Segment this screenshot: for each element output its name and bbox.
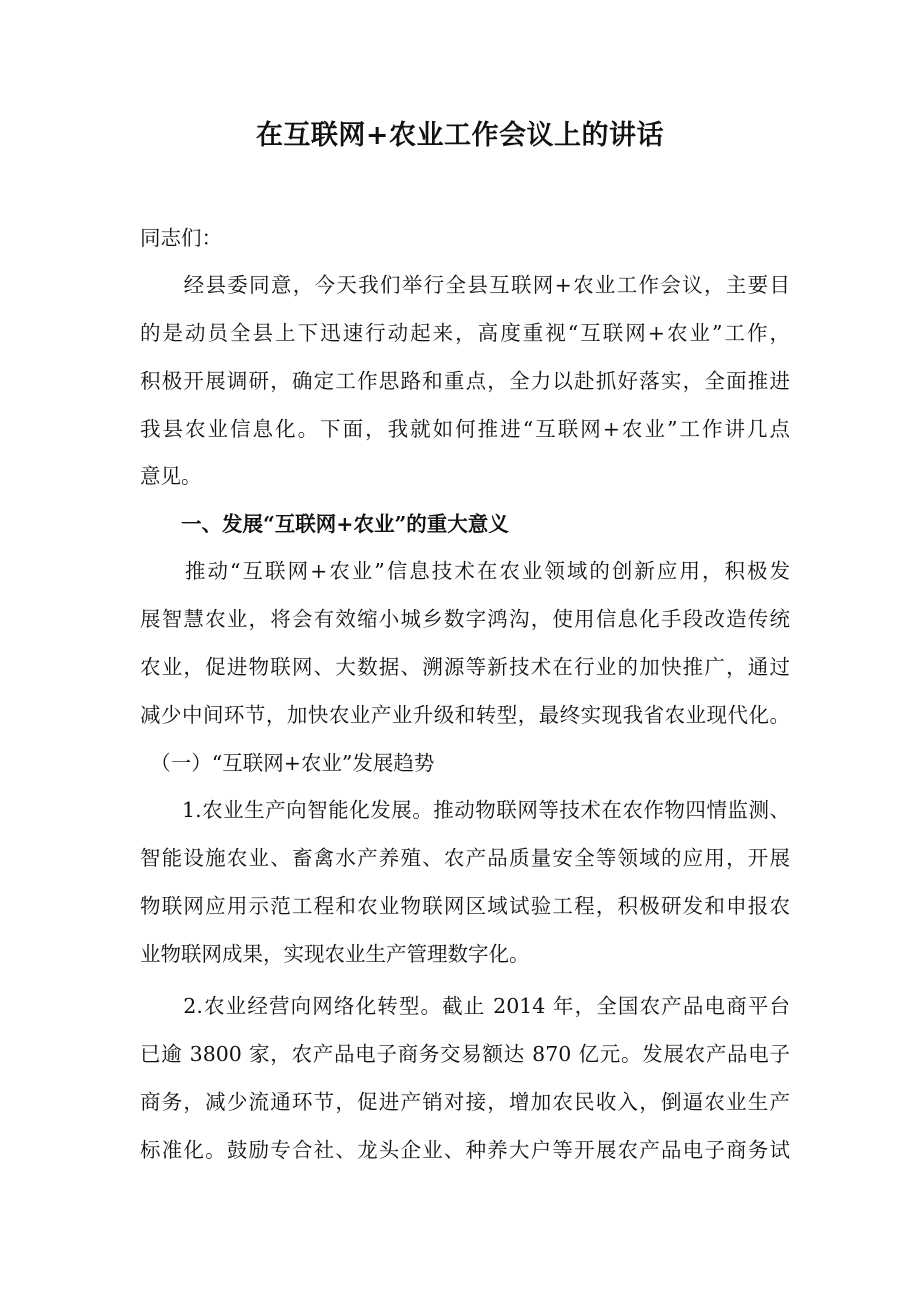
item-2-line: 2.农业经营向网络化转型。截止 2014 年，全国农产品电商平台 [140, 994, 790, 1018]
document-title: 在互联网+农业工作会议上的讲话 [255, 120, 665, 151]
subsection-heading: （一）“互联网+农业”发展趋势 [140, 751, 435, 775]
paragraph-line: 农业，促进物联网、大数据、溯源等新技术在行业的加快推广，通过 [140, 655, 790, 679]
intro-line: 我县农业信息化。下面，我就如何推进“互联网+农业”工作讲几点 [140, 417, 790, 441]
intro-line: 积极开展调研，确定工作思路和重点，全力以赴抓好落实，全面推进 [140, 369, 790, 393]
item-2-line: 标准化。鼓励专合社、龙头企业、种养大户等开展农产品电子商务试 [140, 1138, 790, 1162]
item-1-line: 1.农业生产向智能化发展。推动物联网等技术在农作物四情监测、 [140, 798, 790, 822]
intro-line: 意见。 [140, 464, 202, 488]
item-2-line: 已逾 3800 家，农产品电子商务交易额达 870 亿元。发展农产品电子 [140, 1042, 790, 1066]
paragraph-line: 推动“互联网+农业”信息技术在农业领域的创新应用，积极发 [140, 559, 790, 583]
paragraph-line: 展智慧农业，将会有效缩小城乡数字鸿沟，使用信息化手段改造传统 [140, 607, 790, 631]
section-heading: 一、发展“互联网+农业”的重大意义 [140, 512, 509, 536]
item-2-line: 商务，减少流通环节，促进产销对接，增加农民收入，倒逼农业生产 [140, 1090, 790, 1114]
paragraph-line: 减少中间环节，加快农业产业升级和转型，最终实现我省农业现代化。 [140, 703, 790, 727]
salutation: 同志们： [140, 226, 222, 250]
item-1-line: 物联网应用示范工程和农业物联网区域试验工程，积极研发和申报农 [140, 894, 790, 918]
item-1-line: 业物联网成果，实现农业生产管理数字化。 [140, 942, 530, 966]
intro-line: 的是动员全县上下迅速行动起来，高度重视“互联网+农业”工作， [140, 321, 790, 345]
item-1-line: 智能设施农业、畜禽水产养殖、农产品质量安全等领域的应用，开展 [140, 846, 790, 870]
intro-line: 经县委同意，今天我们举行全县互联网+农业工作会议，主要目 [140, 273, 790, 297]
